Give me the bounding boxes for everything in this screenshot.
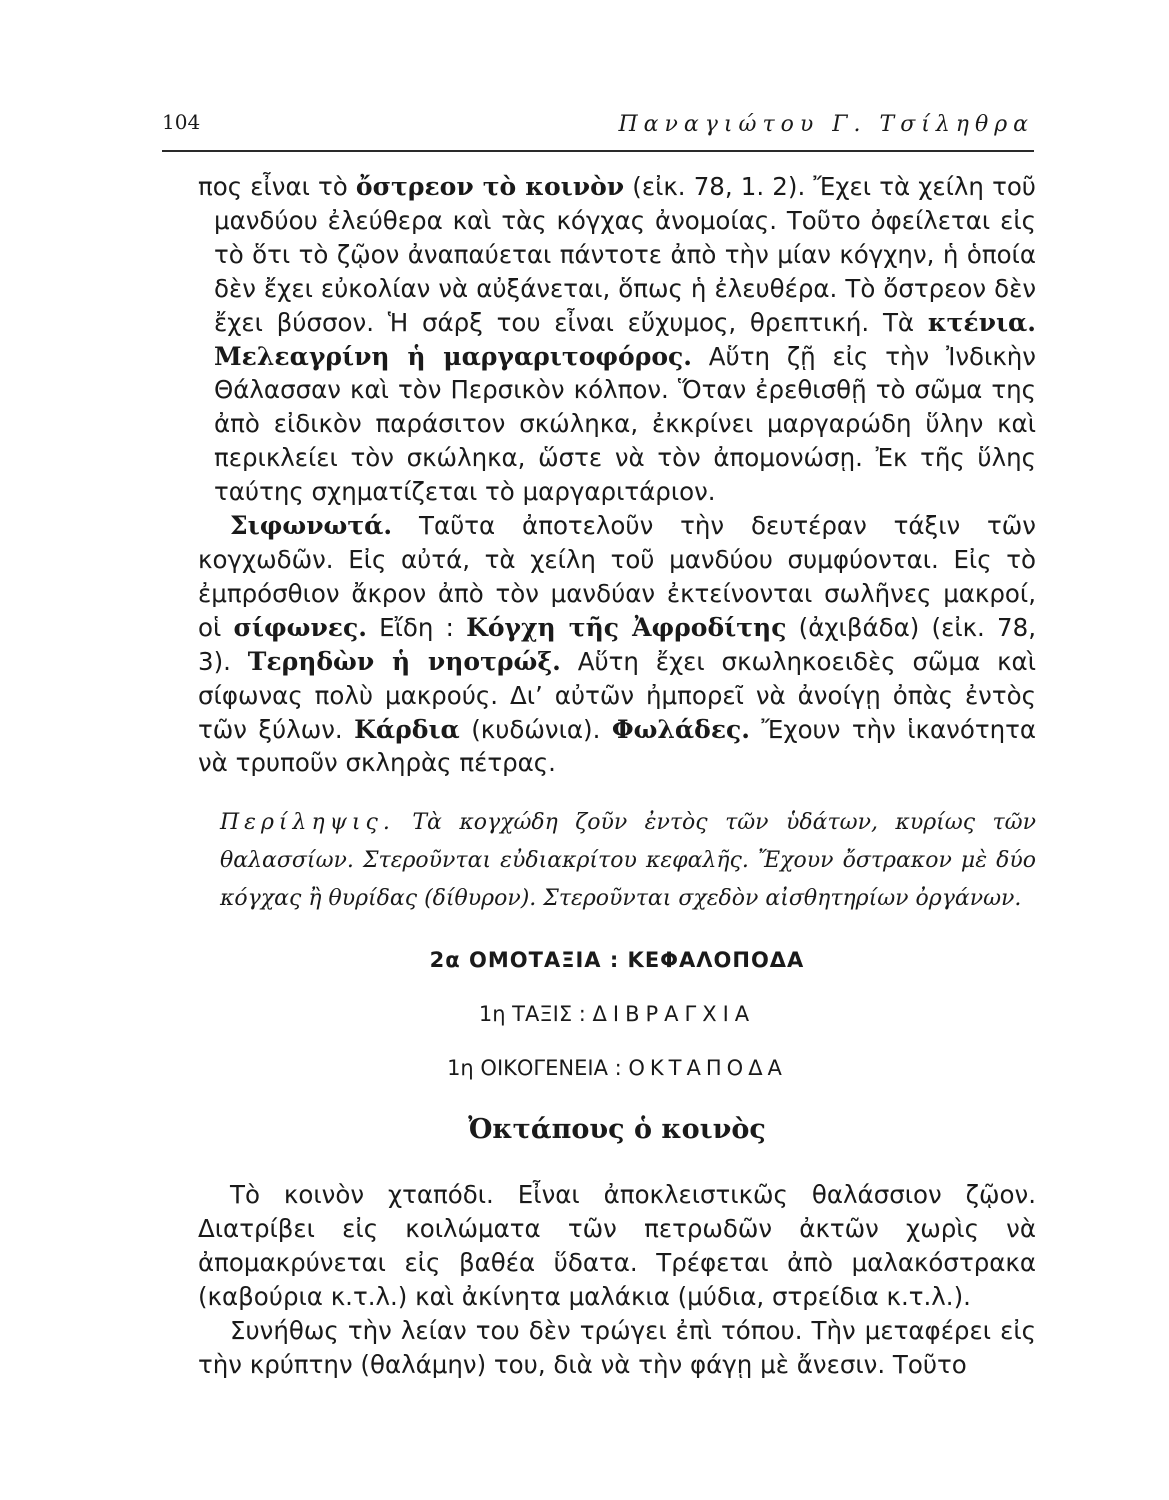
paragraph-oysters: [198, 170, 1036, 509]
species-heading: Ὀκτάπους ὁ κοινὸς: [468, 1114, 766, 1146]
subclass-heading: 2α ΟΜΟΤΑΞΙΑ : ΚΕΦΑΛΟΠΟΔΑ: [429, 948, 805, 973]
summary-paragraph: [198, 804, 1036, 918]
order-name: ΔΙΒΡΑΓΧΙΑ: [592, 1002, 756, 1027]
text-run: (ἀχιβάδα) (εἰκ. 78, 3).: [198, 612, 1037, 676]
paragraph-octopus-habitat: Τὸ κοινὸν χταπόδι. Εἶναι ἀποκλειστικῶς θαλάσσιον ζῷον. Διατρίβει εἰς κοιλώματα τῶν πετρωδῶν ἀκτῶν χωρὶς νὰ ἀπομακρύνεται εἰς βαθέα ὕδατα. Τρέφεται ἀπὸ μαλακόστρακα (καβούρια κ.τ.λ.) καὶ ἀκίνητα μαλάκια (μύδια, στρείδια κ.τ.λ.).: [198, 1180, 1036, 1312]
paragraph-octopus-feeding: Συνήθως τὴν λείαν του δὲν τρώγει ἐπὶ τόπου. Τὴν μεταφέρει εἰς τὴν κρύπτην (θαλάμην) του, διὰ νὰ τὴν φάγῃ μὲ ἄνεσιν. Τοῦτο: [198, 1315, 1036, 1379]
order-heading: [198, 994, 1036, 1034]
family-label: 1η ΟΙΚΟΓΕΝΕΙΑ :: [447, 1056, 629, 1081]
text-run: πος εἶναι τὸ: [198, 172, 356, 201]
text-run: Ταῦτα ἀποτελοῦν τὴν δευτέραν τάξιν τῶν κογχωδῶν. Εἰς αὐτά, τὰ χείλη τοῦ μανδύου συμφύονται. Εἰς τὸ ἐμπρόσθιον ἄκρον ἀπὸ τὸν μανδύαν ἐκτείνονται σωλῆνες μακροί, οἱ: [198, 511, 1036, 642]
paragraph-siphonota: [198, 509, 1036, 780]
text-run: (κυδώνια).: [459, 714, 612, 744]
summary-label: Περίληψις.: [220, 810, 395, 836]
running-head-author: Παναγιώτου Γ. Τσίληθρα: [618, 112, 1034, 137]
page-number: 104: [162, 110, 201, 134]
term-teredon: Τερηδὼν ἡ νηοτρώξ.: [247, 646, 561, 676]
term-konche-aphrodites: Κόγχη τῆς Ἀφροδίτης: [466, 612, 787, 642]
term-ostreon: ὄστρεον τὸ κοινὸν: [355, 172, 625, 201]
page-header: [162, 100, 1034, 152]
summary-text: Τὰ κογχώδη ζοῦν ἐντὸς τῶν ὑδάτων, κυρίως τῶν θαλασσίων. Στεροῦνται εὐδιακρίτου κεφαλῆς. Ἔχουν ὄστρακον μὲ δύο κόγχας ἢ θυρίδας (δίθυρον). Στεροῦνται σχεδὸν αἰσθητηρίων ὀργάνων.: [220, 810, 1036, 912]
term-meleagrine: κτένια. Μελεαγρίνη ἡ μαργαριτοφόρος.: [214, 307, 1036, 371]
term-kardia: Κάρδια: [354, 714, 460, 744]
term-pholades: Φωλάδες.: [611, 714, 750, 744]
order-label: 1η ΤΑΞΙΣ :: [478, 1002, 593, 1027]
page-content: [198, 170, 1036, 1382]
text-run: Αὕτη ἔχει σκωληκοειδὲς σῶμα καὶ σίφωνας πολὺ μακρούς. Δι’ αὐτῶν ἠμπορεῖ νὰ ἀνοίγῃ ὀπὰς ἐντὸς τῶν ξύλων.: [198, 646, 1036, 744]
text-run: Ἔχουν τὴν ἱκανότητα νὰ τρυποῦν σκληρὰς πέτρας.: [198, 714, 1036, 778]
term-siphonota: Σιφωνωτά.: [230, 511, 393, 541]
text-run: Αὕτη ζῇ εἰς τὴν Ἰνδικὴν Θάλασσαν καὶ τὸν Περσικὸν κόλπον. Ὅταν ἐρεθισθῇ τὸ σῶμα της ἀπὸ εἰδικὸν παράσιτον σκώληκα, ἐκκρίνει μαργαρώδη ὕλην καὶ περικλείει τὸν σκώληκα, ὥστε νὰ τὸν ἀπομονώσῃ. Ἐκ τῆς ὕλης ταύτης σχηματίζεται τὸ μαργαριτάριον.: [214, 341, 1036, 507]
text-run: (εἰκ. 78, 1. 2). Ἔχει τὰ χείλη τοῦ μανδύου ἐλεύθερα καὶ τὰς κόγχας ἀνομοίας. Τοῦτο ὀφείλεται εἰς τὸ ὅτι τὸ ζῷον ἀναπαύεται πάντοτε ἀπὸ τὴν μίαν κόγχην, ἡ ὁποία δὲν ἔχει εὐκολίαν νὰ αὐξάνεται, ὅπως ἡ ἐλευθέρα. Τὸ ὄστρεον δὲν ἔχει βύσσον. Ἡ σάρξ του εἶναι εὔχυμος, θρεπτική. Τὰ: [214, 172, 1036, 337]
term-siphones: σίφωνες.: [233, 612, 367, 642]
text-run: Εἴδη :: [366, 612, 467, 642]
family-heading: [198, 1048, 1036, 1088]
family-name: ΟΚΤΑΠΟΔΑ: [628, 1056, 787, 1081]
